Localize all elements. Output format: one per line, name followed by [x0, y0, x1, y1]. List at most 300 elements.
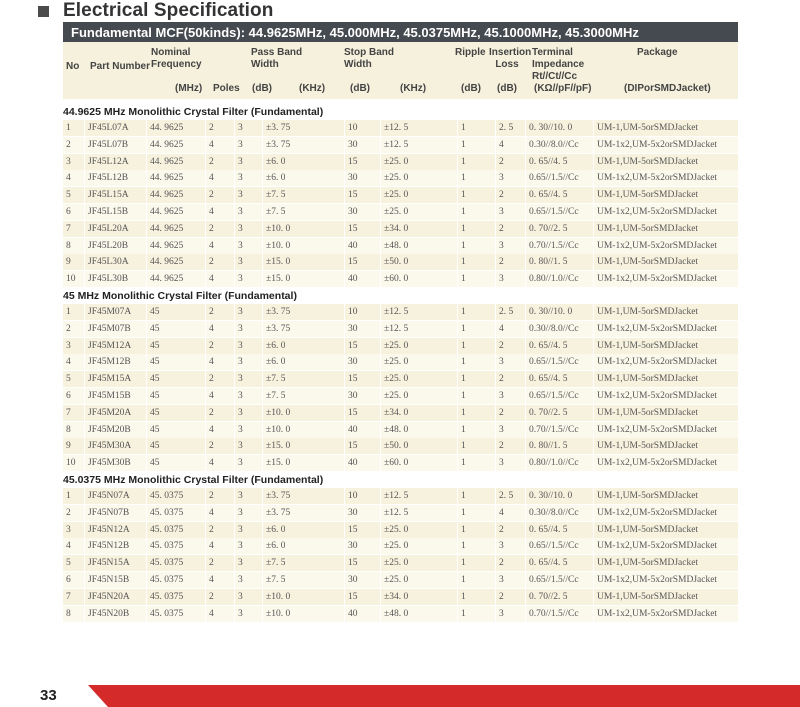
- cell-divider: [593, 555, 594, 571]
- table-cell: 9: [66, 257, 71, 268]
- col-package-header: Package: [637, 47, 678, 58]
- table-cell: 3: [238, 223, 243, 234]
- cell-divider: [84, 137, 85, 153]
- cell-divider: [495, 505, 496, 521]
- page-number: 33: [40, 687, 57, 704]
- cell-divider: [380, 170, 381, 186]
- cell-divider: [205, 154, 206, 170]
- table-cell: 0. 30//10. 0: [529, 123, 573, 133]
- cell-divider: [457, 405, 458, 421]
- cell-divider: [593, 321, 594, 337]
- cell-divider: [84, 204, 85, 220]
- col-nominal-header: Nominal Frequency: [151, 47, 202, 70]
- cell-divider: [84, 154, 85, 170]
- table-row: [63, 154, 738, 170]
- table-cell: ±3. 75: [266, 123, 291, 133]
- table-cell: 6: [66, 207, 71, 217]
- cell-divider: [344, 254, 345, 270]
- table-cell: 15: [348, 340, 358, 351]
- page-heading: [38, 0, 273, 22]
- cell-divider: [84, 438, 85, 454]
- cell-divider: [457, 438, 458, 454]
- table-cell: 45: [150, 323, 160, 334]
- table-cell: ±15. 0: [266, 274, 291, 285]
- cell-divider: [234, 354, 235, 370]
- table-cell: 1: [461, 591, 466, 602]
- cell-divider: [380, 154, 381, 170]
- cell-divider: [234, 321, 235, 337]
- table-cell: ±6. 0: [266, 541, 286, 552]
- table-cell: ±25. 0: [384, 340, 409, 351]
- table-cell: 4: [66, 357, 71, 368]
- cell-divider: [146, 238, 147, 254]
- cell-divider: [262, 422, 263, 438]
- cell-divider: [457, 589, 458, 605]
- cell-divider: [525, 221, 526, 237]
- cell-divider: [146, 422, 147, 438]
- cell-divider: [457, 572, 458, 588]
- table-cell: UM-1x2,UM-5x2orSMDJacket: [597, 240, 718, 251]
- col-nominal-unit: (MHz): [175, 83, 203, 94]
- cell-divider: [495, 606, 496, 622]
- table-cell: ±25. 0: [384, 173, 409, 184]
- cell-divider: [525, 405, 526, 421]
- cell-divider: [593, 405, 594, 421]
- table-cell: 4: [209, 357, 214, 368]
- cell-divider: [457, 238, 458, 254]
- cell-divider: [234, 388, 235, 404]
- cell-divider: [380, 371, 381, 387]
- table-cell: ±6. 0: [266, 340, 286, 351]
- table-cell: 2: [209, 407, 214, 418]
- table-cell: 0. 30//10. 0: [529, 491, 573, 501]
- table-cell: 1: [461, 541, 466, 552]
- table-cell: ±6. 0: [266, 524, 286, 535]
- table-cell: 44. 9625: [150, 223, 184, 234]
- table-cell: 44. 9625: [150, 207, 184, 217]
- cell-divider: [344, 572, 345, 588]
- table-cell: 0.30//8.0//Cc: [529, 323, 579, 334]
- table-cell: 3: [238, 441, 243, 452]
- cell-divider: [84, 488, 85, 504]
- table-cell: 15: [348, 558, 358, 569]
- table-row: [63, 221, 738, 237]
- cell-divider: [593, 606, 594, 622]
- table-cell: UM-1x2,UM-5x2orSMDJacket: [597, 323, 718, 334]
- table-cell: 2: [209, 223, 214, 234]
- table-cell: 3: [499, 173, 504, 184]
- cell-divider: [380, 488, 381, 504]
- cell-divider: [495, 405, 496, 421]
- cell-divider: [457, 170, 458, 186]
- cell-divider: [380, 555, 381, 571]
- cell-divider: [593, 388, 594, 404]
- table-cell: JF45L20A: [88, 223, 129, 234]
- cell-divider: [525, 455, 526, 471]
- table-cell: 30: [348, 139, 358, 150]
- table-cell: 3: [499, 424, 504, 435]
- cell-divider: [84, 238, 85, 254]
- cell-divider: [344, 271, 345, 287]
- table-cell: JF45M20B: [88, 424, 131, 435]
- cell-divider: [344, 606, 345, 622]
- col-ripple-unit: (dB): [461, 83, 481, 94]
- cell-divider: [205, 338, 206, 354]
- table-cell: 3: [499, 608, 504, 619]
- table-cell: 3: [499, 575, 504, 585]
- table-cell: 0. 65//4. 5: [529, 524, 568, 535]
- cell-divider: [457, 154, 458, 170]
- table-cell: UM-1,UM-5orSMDJacket: [597, 374, 699, 385]
- cell-divider: [205, 170, 206, 186]
- table-cell: UM-1x2,UM-5x2orSMDJacket: [597, 173, 718, 184]
- table-cell: 1: [461, 307, 466, 317]
- cell-divider: [593, 338, 594, 354]
- cell-divider: [205, 120, 206, 136]
- col-pass-header: Pass Band Width: [251, 47, 303, 70]
- table-cell: 45. 0375: [150, 524, 184, 535]
- cell-divider: [205, 405, 206, 421]
- cell-divider: [234, 438, 235, 454]
- table-cell: 40: [348, 458, 358, 469]
- cell-divider: [495, 589, 496, 605]
- table-cell: 1: [461, 257, 466, 268]
- cell-divider: [205, 354, 206, 370]
- table-cell: 0. 65//4. 5: [529, 374, 568, 385]
- cell-divider: [495, 321, 496, 337]
- cell-divider: [262, 488, 263, 504]
- cell-divider: [593, 572, 594, 588]
- cell-divider: [344, 204, 345, 220]
- table-cell: 0. 80//1. 5: [529, 257, 568, 268]
- cell-divider: [205, 572, 206, 588]
- table-cell: 0. 70//2. 5: [529, 223, 568, 234]
- cell-divider: [262, 271, 263, 287]
- cell-divider: [205, 606, 206, 622]
- col-package-unit: (DIPorSMDJacket): [624, 83, 711, 94]
- table-cell: 3: [238, 374, 243, 385]
- cell-divider: [457, 488, 458, 504]
- cell-divider: [593, 438, 594, 454]
- cell-divider: [495, 455, 496, 471]
- cell-divider: [525, 589, 526, 605]
- table-row: [63, 505, 738, 521]
- cell-divider: [380, 321, 381, 337]
- table-cell: 3: [238, 391, 243, 401]
- table-cell: 1: [461, 441, 466, 452]
- table-cell: 3: [66, 156, 71, 167]
- cell-divider: [495, 388, 496, 404]
- cell-divider: [146, 187, 147, 203]
- table-cell: JF45M12A: [88, 340, 132, 351]
- table-cell: 4: [499, 139, 504, 150]
- cell-divider: [525, 137, 526, 153]
- table-cell: ±10. 0: [266, 424, 291, 435]
- table-cell: 3: [238, 156, 243, 167]
- cell-divider: [457, 505, 458, 521]
- cell-divider: [146, 221, 147, 237]
- table-cell: 30: [348, 357, 358, 368]
- table-cell: 4: [209, 274, 214, 285]
- table-cell: 45. 0375: [150, 608, 184, 619]
- table-cell: JF45N20B: [88, 608, 130, 619]
- table-cell: 1: [461, 491, 466, 501]
- table-cell: 44. 9625: [150, 123, 184, 133]
- table-cell: ±48. 0: [384, 608, 409, 619]
- table-cell: JF45L12B: [88, 173, 129, 184]
- cell-divider: [234, 555, 235, 571]
- table-row: [63, 589, 738, 605]
- cell-divider: [525, 170, 526, 186]
- table-cell: 8: [66, 240, 71, 251]
- table-cell: 15: [348, 591, 358, 602]
- cell-divider: [495, 572, 496, 588]
- cell-divider: [262, 606, 263, 622]
- table-cell: 2: [209, 374, 214, 385]
- table-cell: 2: [499, 374, 504, 385]
- cell-divider: [495, 488, 496, 504]
- cell-divider: [593, 522, 594, 538]
- table-cell: 0.65//1.5//Cc: [529, 541, 579, 552]
- table-cell: 1: [66, 491, 71, 501]
- cell-divider: [593, 271, 594, 287]
- table-cell: 0. 65//4. 5: [529, 558, 568, 569]
- cell-divider: [84, 187, 85, 203]
- table-cell: JF45M07B: [88, 323, 131, 334]
- cell-divider: [380, 137, 381, 153]
- table-cell: 45. 0375: [150, 541, 184, 552]
- table-row: [63, 422, 738, 438]
- cell-divider: [262, 221, 263, 237]
- table-cell: 4: [209, 541, 214, 552]
- cell-divider: [593, 137, 594, 153]
- cell-divider: [84, 321, 85, 337]
- cell-divider: [495, 120, 496, 136]
- cell-divider: [262, 137, 263, 153]
- table-cell: 30: [348, 541, 358, 552]
- cell-divider: [525, 321, 526, 337]
- table-cell: ±10. 0: [266, 591, 291, 602]
- table-cell: 2: [499, 156, 504, 167]
- table-cell: ±12. 5: [384, 323, 409, 334]
- table-cell: ±34. 0: [384, 591, 409, 602]
- cell-divider: [205, 522, 206, 538]
- cell-divider: [495, 204, 496, 220]
- cell-divider: [146, 321, 147, 337]
- col-pass-db: (dB): [252, 83, 272, 94]
- cell-divider: [525, 438, 526, 454]
- cell-divider: [146, 606, 147, 622]
- table-cell: 4: [209, 507, 214, 518]
- table-row: [63, 321, 738, 337]
- cell-divider: [344, 589, 345, 605]
- table-cell: UM-1x2,UM-5x2orSMDJacket: [597, 458, 718, 469]
- table-cell: 2: [66, 139, 71, 150]
- cell-divider: [525, 606, 526, 622]
- cell-divider: [262, 170, 263, 186]
- cell-divider: [262, 505, 263, 521]
- cell-divider: [84, 589, 85, 605]
- cell-divider: [146, 170, 147, 186]
- cell-divider: [84, 505, 85, 521]
- cell-divider: [344, 555, 345, 571]
- table-cell: 2: [209, 441, 214, 452]
- table-cell: JF45L12A: [88, 156, 129, 167]
- cell-divider: [593, 304, 594, 320]
- table-cell: 4: [209, 323, 214, 334]
- cell-divider: [457, 422, 458, 438]
- cell-divider: [380, 388, 381, 404]
- table-cell: 10: [348, 491, 358, 501]
- cell-divider: [262, 555, 263, 571]
- cell-divider: [234, 304, 235, 320]
- table-cell: 3: [238, 357, 243, 368]
- table-cell: JF45L30B: [88, 274, 129, 285]
- cell-divider: [205, 221, 206, 237]
- table-cell: ±25. 0: [384, 558, 409, 569]
- cell-divider: [262, 522, 263, 538]
- table-cell: JF45L15B: [88, 207, 129, 217]
- cell-divider: [205, 488, 206, 504]
- table-cell: 2: [209, 156, 214, 167]
- table-cell: 4: [499, 323, 504, 334]
- table-cell: 1: [66, 307, 71, 317]
- table-cell: 2: [209, 340, 214, 351]
- cell-divider: [146, 304, 147, 320]
- cell-divider: [495, 371, 496, 387]
- table-cell: 45. 0375: [150, 507, 184, 518]
- table-cell: 3: [66, 340, 71, 351]
- table-cell: UM-1,UM-5orSMDJacket: [597, 223, 699, 234]
- cell-divider: [380, 254, 381, 270]
- table-cell: 3: [238, 458, 243, 469]
- cell-divider: [495, 238, 496, 254]
- cell-divider: [146, 338, 147, 354]
- table-cell: ±34. 0: [384, 407, 409, 418]
- col-ripple-header: Ripple: [455, 47, 486, 58]
- table-cell: 44. 9625: [150, 274, 184, 285]
- cell-divider: [234, 488, 235, 504]
- cell-divider: [146, 405, 147, 421]
- cell-divider: [84, 354, 85, 370]
- cell-divider: [262, 455, 263, 471]
- table-cell: 44. 9625: [150, 257, 184, 268]
- table-cell: 2: [209, 591, 214, 602]
- table-cell: UM-1,UM-5orSMDJacket: [597, 257, 699, 268]
- table-cell: 0.30//8.0//Cc: [529, 139, 579, 150]
- table-cell: 3: [238, 524, 243, 535]
- table-cell: ±15. 0: [266, 458, 291, 469]
- table-cell: ±12. 5: [384, 507, 409, 518]
- cell-divider: [457, 538, 458, 554]
- table-cell: 3: [499, 240, 504, 251]
- table-cell: 3: [499, 541, 504, 552]
- cell-divider: [205, 187, 206, 203]
- cell-divider: [457, 455, 458, 471]
- table-cell: 15: [348, 407, 358, 418]
- table-cell: ±25. 0: [384, 541, 409, 552]
- table-cell: 0. 70//2. 5: [529, 591, 568, 602]
- cell-divider: [593, 221, 594, 237]
- cell-divider: [262, 187, 263, 203]
- table-cell: 30: [348, 173, 358, 184]
- cell-divider: [495, 137, 496, 153]
- cell-divider: [234, 204, 235, 220]
- table-cell: ±10. 0: [266, 608, 291, 619]
- table-cell: ±48. 0: [384, 240, 409, 251]
- table-cell: 30: [348, 575, 358, 585]
- table-cell: ±12. 5: [384, 307, 409, 317]
- table-row: [63, 304, 738, 320]
- table-row: [63, 170, 738, 186]
- table-cell: JF45M20A: [88, 407, 132, 418]
- col-poles-header: Poles: [213, 83, 240, 94]
- cell-divider: [380, 271, 381, 287]
- cell-divider: [344, 170, 345, 186]
- table-cell: 3: [499, 207, 504, 217]
- cell-divider: [380, 606, 381, 622]
- table-cell: 7: [66, 591, 71, 602]
- table-cell: 3: [238, 507, 243, 518]
- cell-divider: [525, 187, 526, 203]
- cell-divider: [262, 304, 263, 320]
- table-cell: 1: [461, 173, 466, 184]
- cell-divider: [457, 522, 458, 538]
- table-cell: ±48. 0: [384, 424, 409, 435]
- table-cell: 2: [499, 257, 504, 268]
- table-cell: JF45M12B: [88, 357, 131, 368]
- table-cell: 2: [209, 491, 214, 501]
- table-cell: 0.70//1.5//Cc: [529, 608, 579, 619]
- table-cell: 40: [348, 608, 358, 619]
- table-cell: ±3. 75: [266, 307, 291, 317]
- cell-divider: [593, 254, 594, 270]
- table-cell: 4: [209, 424, 214, 435]
- banner-text: Fundamental MCF(50kinds): 44.9625MHz, 45.000MHz, 45.0375MHz, 45.1000MHz, 45.3000MHz: [71, 24, 639, 40]
- cell-divider: [344, 221, 345, 237]
- cell-divider: [234, 422, 235, 438]
- table-cell: 3: [499, 391, 504, 401]
- table-row: [63, 137, 738, 153]
- cell-divider: [262, 354, 263, 370]
- cell-divider: [84, 254, 85, 270]
- table-cell: 1: [461, 458, 466, 469]
- cell-divider: [234, 505, 235, 521]
- table-cell: ±6. 0: [266, 156, 286, 167]
- table-cell: 1: [461, 391, 466, 401]
- table-cell: 3: [238, 541, 243, 552]
- table-cell: 3: [238, 591, 243, 602]
- table-cell: 1: [461, 190, 466, 201]
- table-cell: 3: [238, 407, 243, 418]
- cell-divider: [146, 137, 147, 153]
- table-cell: ±15. 0: [266, 441, 291, 452]
- cell-divider: [234, 538, 235, 554]
- cell-divider: [84, 388, 85, 404]
- cell-divider: [457, 304, 458, 320]
- table-row: [63, 572, 738, 588]
- cell-divider: [344, 371, 345, 387]
- table-cell: ±25. 0: [384, 357, 409, 368]
- table-cell: 45. 0375: [150, 575, 184, 585]
- table-cell: UM-1x2,UM-5x2orSMDJacket: [597, 541, 718, 552]
- table-cell: 3: [238, 139, 243, 150]
- table-cell: JF45N20A: [88, 591, 130, 602]
- cell-divider: [205, 388, 206, 404]
- table-cell: ±25. 0: [384, 575, 409, 585]
- cell-divider: [205, 589, 206, 605]
- cell-divider: [84, 371, 85, 387]
